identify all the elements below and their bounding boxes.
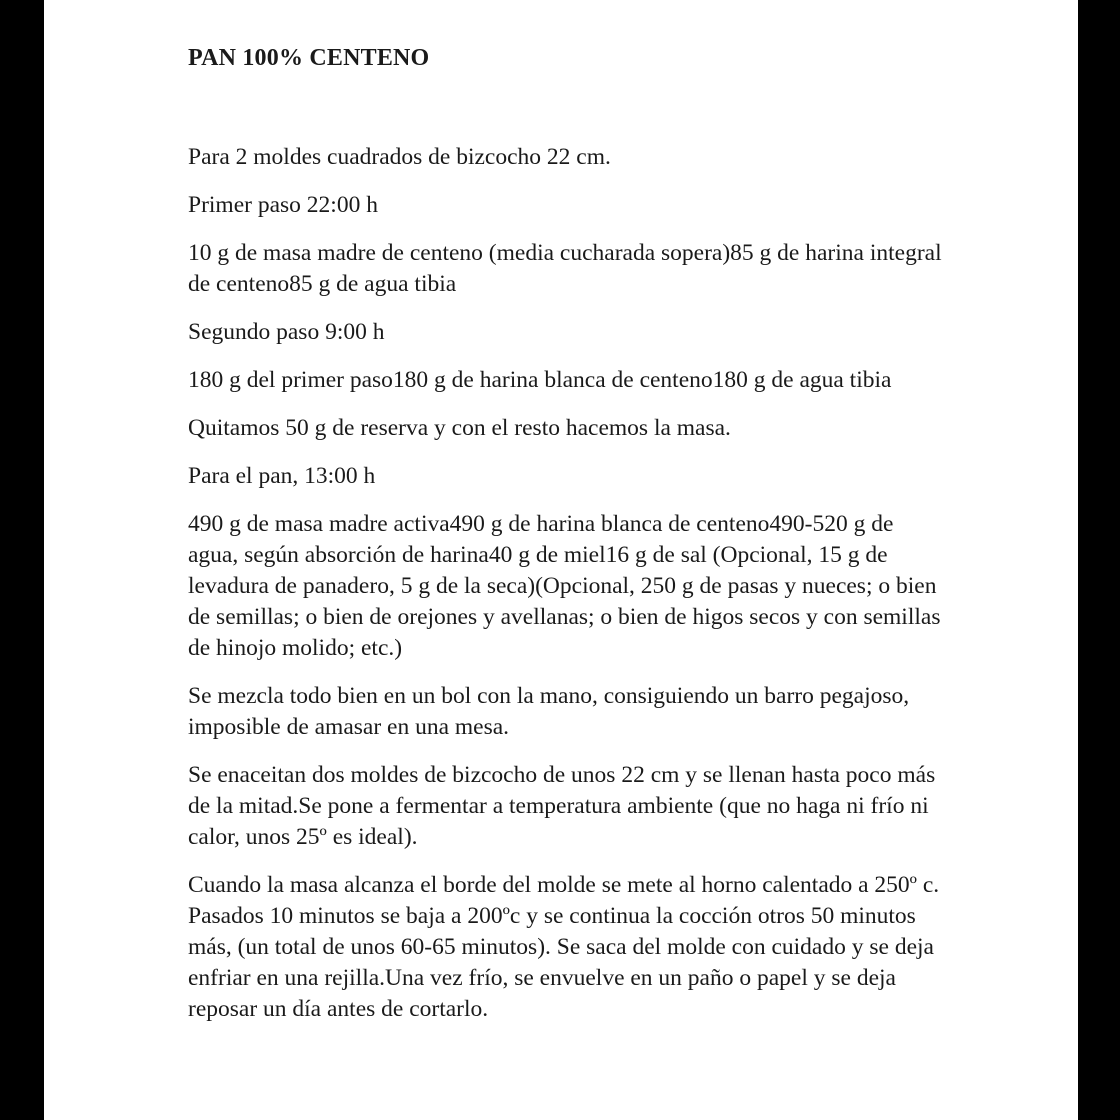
paragraph-bread-ingredients: 490 g de masa madre activa490 g de harina blanca de centeno490-520 g de agua, según absorción de harina40 g de miel16 g de sal (Opcional, 15 g de levadura de panadero, 5 g de la seca)(Opcional, 250 g de pasas y nueces; o bien de semillas; o bien de orejones y avellanas; o bien de higos secos y con semillas de hinojo molido; etc.) — [188, 511, 941, 661]
paragraph-reserve: Quitamos 50 g de reserva y con el resto hacemos la masa. — [188, 415, 731, 441]
paragraph-step1-ingredients: 10 g de masa madre de centeno (media cucharada sopera)85 g de harina integral de centeno85 g de agua tibia — [188, 240, 942, 297]
document-page — [44, 0, 1078, 1120]
recipe-title: PAN 100% CENTENO — [188, 45, 430, 71]
paragraph-baking: Cuando la masa alcanza el borde del molde se mete al horno calentado a 250º c. Pasados 10 minutos se baja a 200ºc y se continua la cocción otros 50 minutos más, (un total de unos 60-65 minutos). Se saca del molde con cuidado y se deja enfriar en una rejilla.Una vez frío, se envuelve en un paño o papel y se deja reposar un día antes de cortarlo. — [188, 872, 940, 1022]
paragraph-molding: Se enaceitan dos moldes de bizcocho de unos 22 cm y se llenan hasta poco más de la mitad.Se pone a fermentar a temperatura ambiente (que no haga ni frío ni calor, unos 25º es ideal). — [188, 762, 936, 850]
paragraph-molds: Para 2 moldes cuadrados de bizcocho 22 cm. — [188, 144, 611, 170]
paragraph-bread-heading: Para el pan, 13:00 h — [188, 463, 376, 489]
paragraph-step2-heading: Segundo paso 9:00 h — [188, 319, 385, 345]
paragraph-step2-ingredients: 180 g del primer paso180 g de harina blanca de centeno180 g de agua tibia — [188, 367, 892, 393]
paragraph-step1-heading: Primer paso 22:00 h — [188, 192, 378, 218]
paragraph-mixing: Se mezcla todo bien en un bol con la mano, consiguiendo un barro pegajoso, imposible de amasar en una mesa. — [188, 683, 910, 740]
document-content — [188, 43, 948, 1042]
